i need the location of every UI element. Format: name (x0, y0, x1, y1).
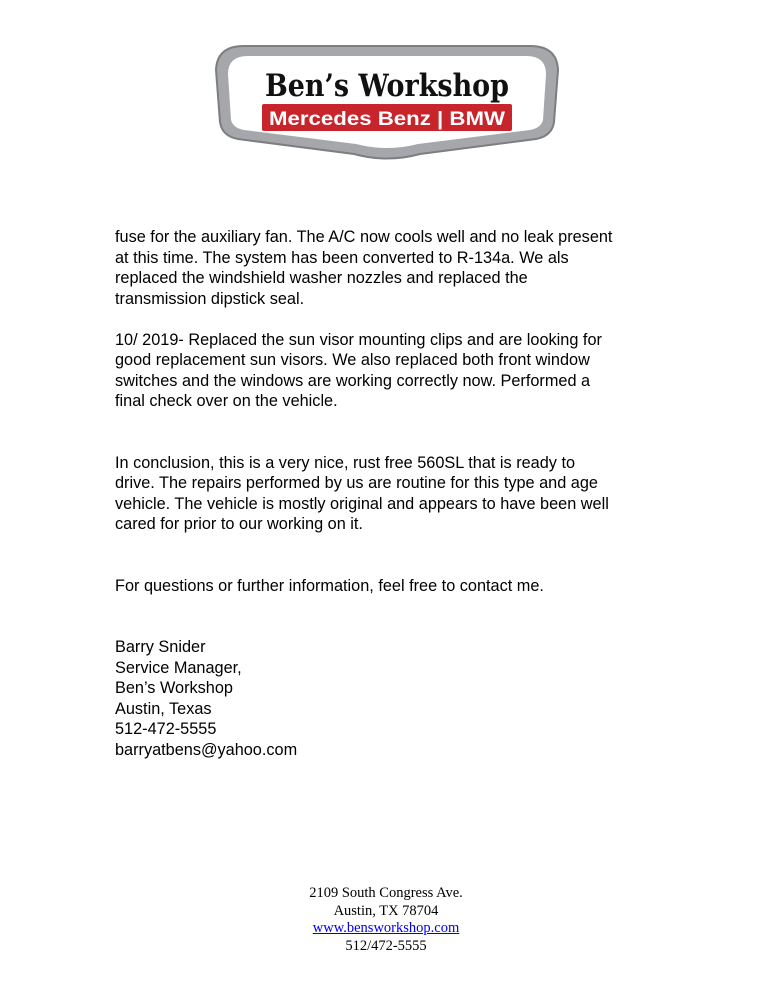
company-logo (214, 40, 560, 166)
paragraph-contact: For questions or further information, feel free to contact me. (115, 576, 544, 595)
signature-email: barryatbens@yahoo.com (115, 740, 298, 759)
signature-company: Ben’s Workshop (115, 679, 233, 697)
signature-city: Austin, Texas (115, 699, 212, 718)
footer-website-link[interactable]: www.bensworkshop.com (312, 920, 460, 936)
footer-phone: 512/472-5555 (345, 937, 427, 954)
logo-badge (214, 40, 560, 166)
paragraph-october-2019: 10/ 2019- Replaced the sun visor mounting clips and are looking for good replacement sun visors. We also replaced both front window switches and the windows are working correctly now. Performed a final check over on the vehicle. (115, 330, 602, 410)
logo-title: Ben’s Workshop (265, 68, 509, 104)
footer-street: 2109 South Congress Ave. (309, 885, 463, 901)
paragraph-intro: fuse for the auxiliary fan. The A/C now cools well and no leak present at this time. The system has been converted to R-134a. We als replaced the windshield washer nozzles and replaced the transmission dipstick seal. (115, 228, 613, 308)
signature-role: Service Manager, (115, 658, 242, 677)
footer-city-zip: Austin, TX 78704 (333, 902, 439, 919)
footer-address (186, 885, 586, 955)
signature-name: Barry Snider (115, 638, 206, 656)
paragraph-conclusion: In conclusion, this is a very nice, rust free 560SL that is ready to drive. The repairs performed by us are routine for this type and age vehicle. The vehicle is mostly original and appears to have been well cared for prior to our working on it. (115, 453, 609, 533)
signature-block (115, 637, 675, 760)
logo-subtitle: Mercedes Benz | BMW (269, 109, 506, 130)
signature-phone: 512-472-5555 (115, 720, 217, 738)
letter-body (115, 227, 675, 760)
